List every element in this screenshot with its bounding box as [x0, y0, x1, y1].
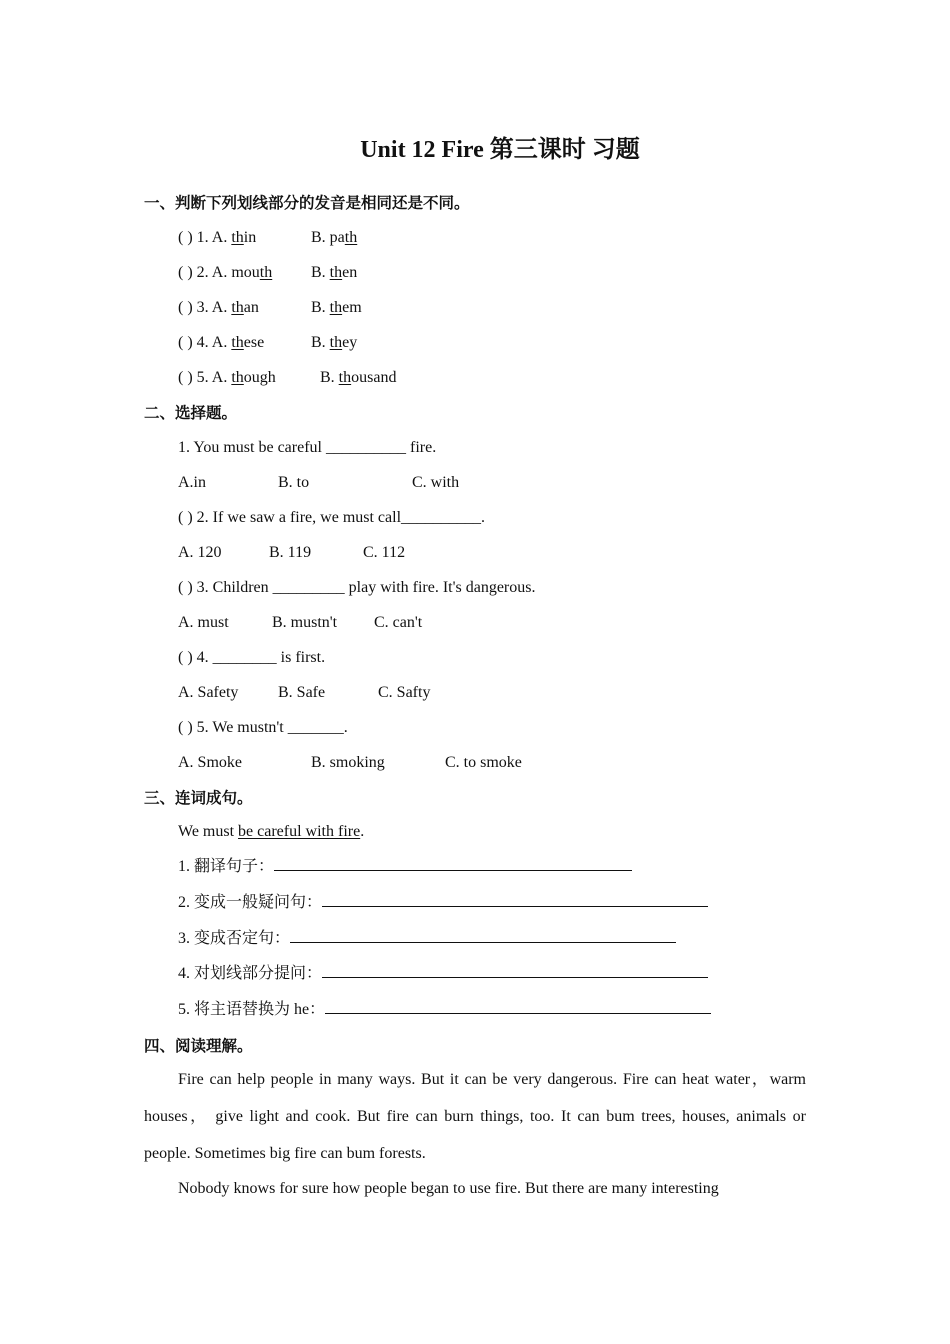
section-heading-2: 二、选择题。 [144, 404, 238, 422]
option-b: B. they [311, 334, 358, 351]
pronunciation-item: ( ) 4. A. these B. they [178, 332, 264, 354]
option-b: B. path [311, 229, 358, 246]
option-c: C. with [412, 474, 460, 491]
option-c: C. to smoke [445, 754, 522, 771]
option-a: A. 120 [178, 544, 222, 561]
section-heading-1: 一、判断下列划线部分的发音是相同还是不同。 [144, 194, 470, 212]
pronunciation-item: ( ) 3. A. than B. them [178, 297, 259, 319]
answer-blank[interactable] [290, 928, 676, 943]
option-c: C. Safty [378, 684, 431, 701]
question-text: ( ) 3. Children _________ play with fire. It's dangerous. [178, 579, 536, 596]
base-sentence: We must be careful with fire. [178, 823, 365, 840]
option-b: B. smoking [311, 754, 385, 771]
section-heading-4: 四、阅读理解。 [144, 1037, 253, 1055]
option-a: A. must [178, 614, 229, 631]
answer-blank[interactable] [274, 856, 632, 871]
option-a: A. Smoke [178, 754, 242, 771]
pronunciation-item: ( ) 1. A. thin B. path [178, 227, 256, 249]
page-title: Unit 12 Fire 第三课时 习题 [360, 137, 640, 163]
option-c: C. can't [374, 614, 423, 631]
task-line: 3. 变成否定句： [178, 928, 676, 950]
question-text: ( ) 5. We mustn't _______. [178, 719, 348, 736]
option-b: B. them [311, 299, 362, 316]
question-text: ( ) 4. ________ is first. [178, 649, 326, 666]
option-b: B. mustn't [272, 614, 338, 631]
question-text: ( ) 2. If we saw a fire, we must call__________. [178, 509, 486, 526]
section-heading-3: 三、连词成句。 [144, 789, 253, 807]
option-b: B. Safe [278, 684, 326, 701]
task-line: 1. 翻译句子： [178, 856, 632, 878]
task-line: 5. 将主语替换为 he： [178, 999, 711, 1021]
task-line: 2. 变成一般疑问句： [178, 892, 708, 914]
option-b: B. 119 [269, 544, 312, 561]
task-line: 4. 对划线部分提问： [178, 963, 708, 985]
option-c: C. 112 [363, 544, 406, 561]
option-b: B. then [311, 264, 358, 281]
option-b: B. to [278, 474, 310, 491]
reading-paragraph: Fire can help people in many ways. But it can be very dangerous. Fire can heat water，warm houses， give light and cook. But fire can burn things, too. It can bum trees, houses, animals or people. Sometimes big fire can bum forests. [144, 1071, 806, 1162]
answer-blank[interactable] [325, 999, 711, 1014]
pronunciation-item: ( ) 2. A. mouth B. then [178, 262, 272, 284]
option-b: B. thousand [320, 369, 397, 386]
option-a: A. Safety [178, 684, 239, 701]
answer-blank[interactable] [322, 963, 708, 978]
option-a: A.in [178, 474, 206, 491]
question-text: 1. You must be careful __________ fire. [178, 439, 437, 456]
reading-paragraph: Nobody knows for sure how people began to use fire. But there are many interesting [178, 1180, 719, 1197]
answer-blank[interactable] [322, 892, 708, 907]
pronunciation-item: ( ) 5. A. though B. thousand [178, 367, 276, 389]
